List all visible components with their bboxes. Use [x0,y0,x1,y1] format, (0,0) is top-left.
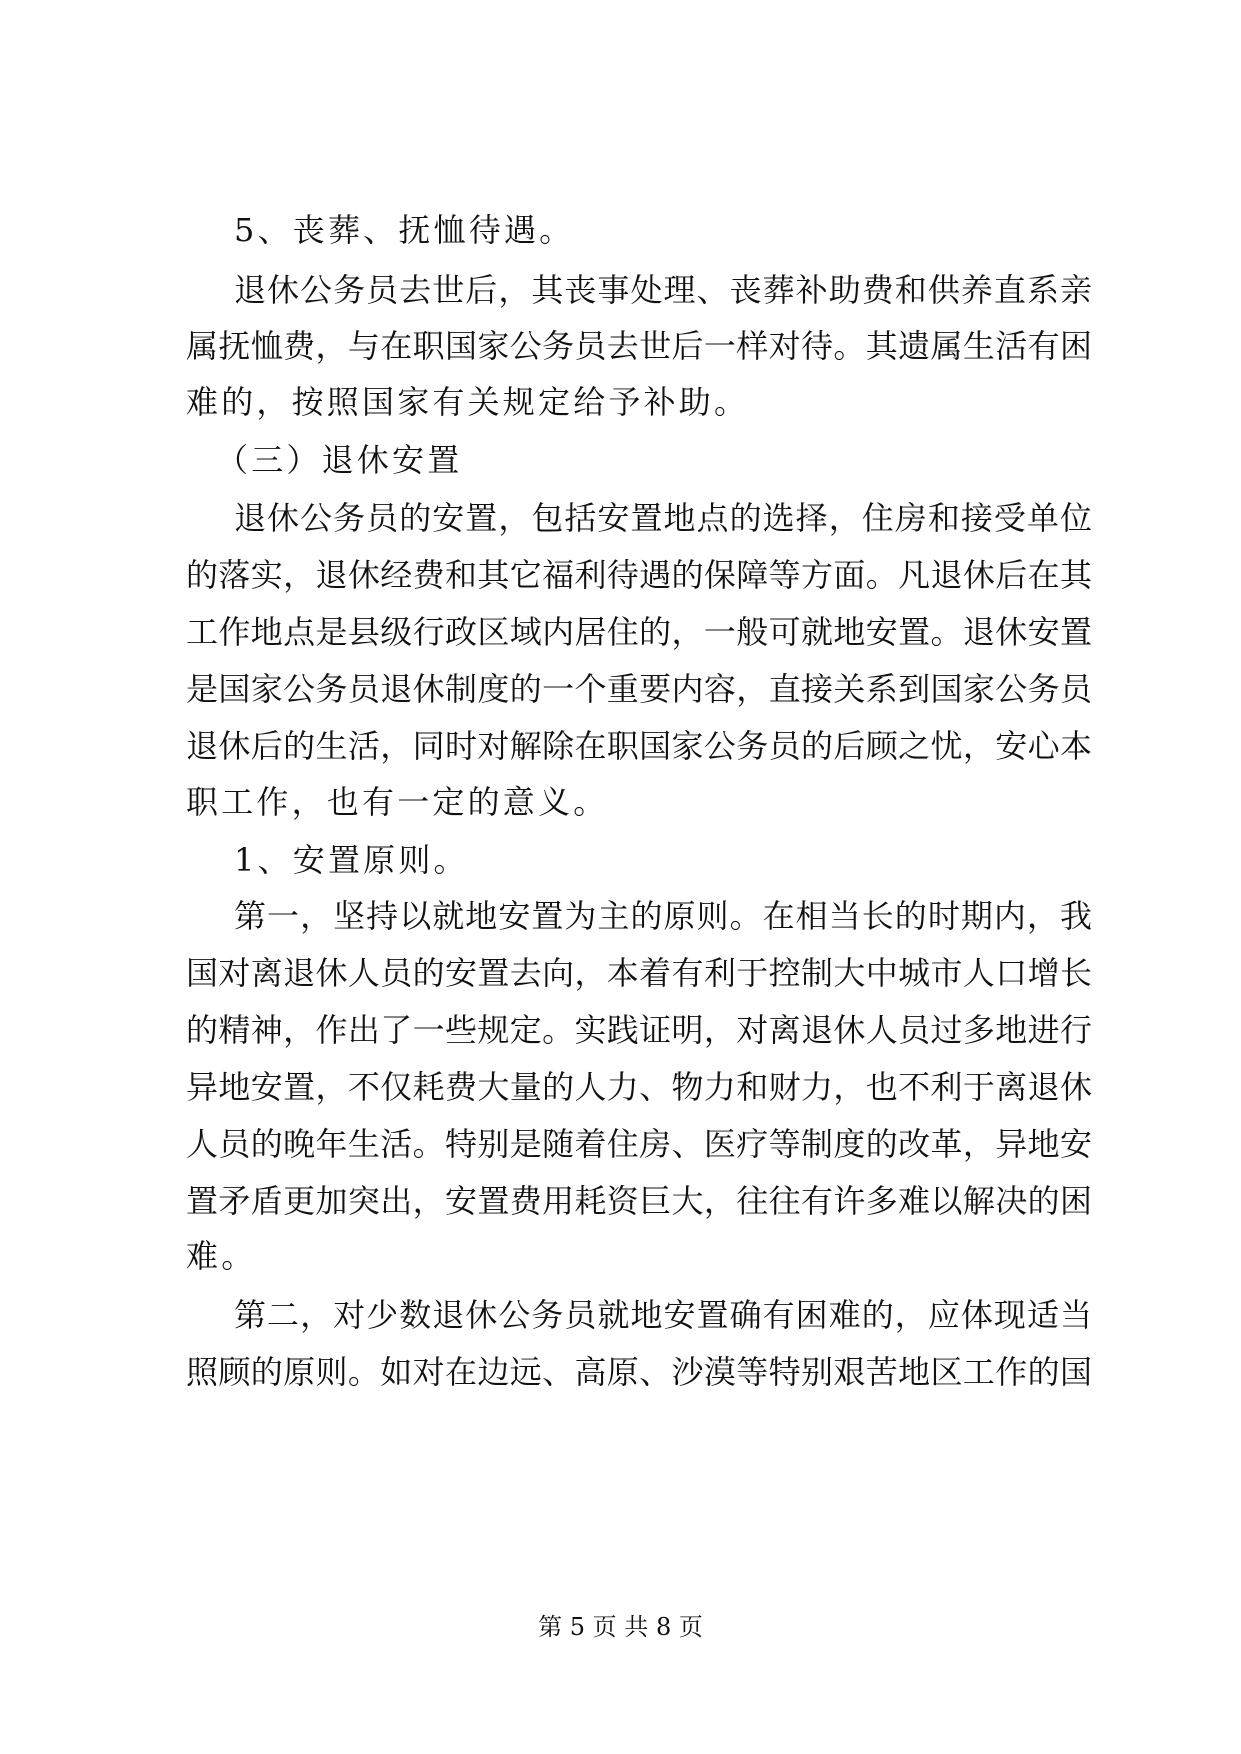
item-heading-funeral: 5、丧葬、抚恤待遇。 [234,211,575,249]
paragraph-line: 职工作，也有一定的意义。 [186,783,609,821]
paragraph-line: 第二，对少数退休公务员就地安置确有困难的，应体现适当 [234,1296,1092,1334]
paragraph-line: 难的，按照国家有关规定给予补助。 [186,383,750,421]
page-number-footer: 第 5 页 共 8 页 [538,1613,703,1641]
paragraph-line: 国对离退休人员的安置去向，本着有利于控制大中城市人口增长 [186,954,1092,992]
paragraph-line: 人员的晚年生活。特别是随着住房、医疗等制度的改革，异地安 [186,1125,1092,1163]
paragraph-line: 置矛盾更加突出，安置费用耗资巨大，往往有许多难以解决的困 [186,1182,1092,1220]
paragraph-line: 的落实，退休经费和其它福利待遇的保障等方面。凡退休后在其 [186,556,1092,594]
paragraph-line: 照顾的原则。如对在边远、高原、沙漠等特别艰苦地区工作的国 [186,1353,1092,1391]
paragraph-line: 退休公务员的安置，包括安置地点的选择，住房和接受单位 [234,499,1092,537]
paragraph-line: 难。 [186,1237,257,1275]
paragraph-line: 第一，坚持以就地安置为主的原则。在相当长的时期内，我 [234,897,1092,935]
paragraph-line: 是国家公务员退休制度的一个重要内容，直接关系到国家公务员 [186,670,1092,708]
paragraph-line: 退休后的生活，同时对解除在职国家公务员的后顾之忧，安心本 [186,727,1092,765]
paragraph-line: 工作地点是县级行政区域内居住的，一般可就地安置。退休安置 [186,613,1092,651]
paragraph-line: 异地安置，不仅耗费大量的人力、物力和财力，也不利于离退休 [186,1068,1092,1106]
section-heading-retirement-placement: （三）退休安置 [216,441,463,479]
paragraph-line: 属抚恤费，与在职国家公务员去世后一样对待。其遗属生活有困 [186,327,1092,365]
paragraph-line: 的精神，作出了一些规定。实践证明，对离退休人员过多地进行 [186,1011,1092,1049]
item-heading-placement-principle: 1、安置原则。 [234,841,469,879]
paragraph-line: 退休公务员去世后，其丧事处理、丧葬补助费和供养直系亲 [234,271,1092,309]
